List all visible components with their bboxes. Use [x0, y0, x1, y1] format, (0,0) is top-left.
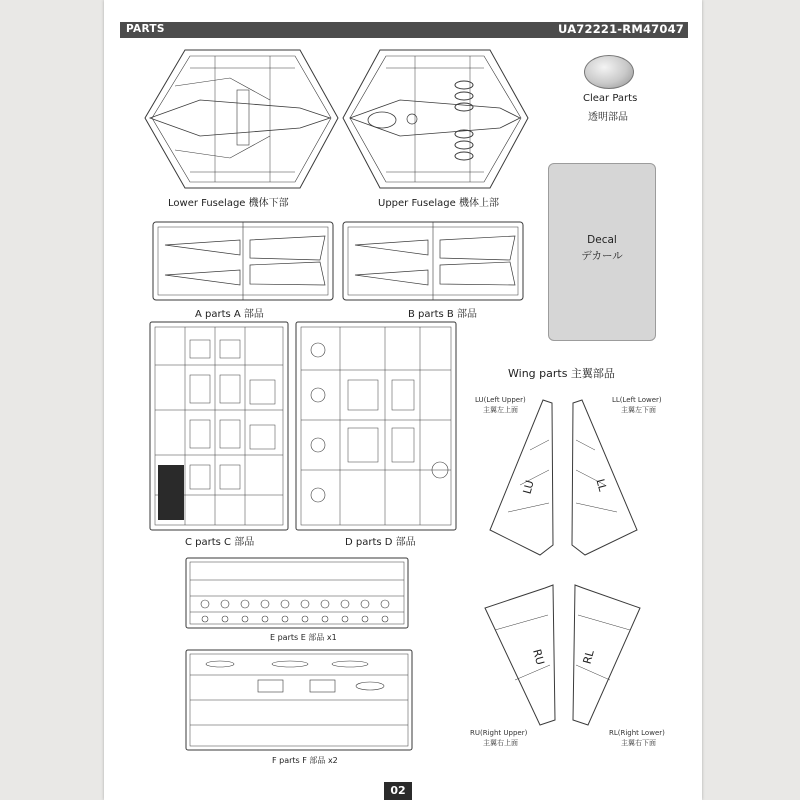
a-parts-sprue — [153, 222, 333, 300]
f-parts-sprue — [186, 650, 412, 750]
d-parts-label: D parts D 部品 — [345, 537, 416, 548]
decal-label-jp: デカール — [581, 250, 623, 262]
d-parts-sprue — [296, 322, 456, 530]
b-parts-label: B parts B 部品 — [408, 309, 477, 320]
wing-ll-mark: LL — [593, 477, 610, 493]
upper-fuselage-sprue — [343, 50, 528, 188]
wing-ru-mark: RU — [530, 647, 547, 667]
wing-lu-jp: 主翼左上面 — [483, 406, 518, 414]
c-parts-sprue — [150, 322, 288, 530]
clear-parts-label: Clear Parts — [583, 93, 638, 104]
e-parts-sprue — [186, 558, 408, 628]
wing-lu-mark: LU — [520, 478, 537, 496]
wing-lu — [490, 400, 553, 555]
wing-ll-label: LL(Left Lower) — [612, 396, 662, 404]
clear-canopy-part — [584, 55, 634, 89]
f-parts-label: F parts F 部品 x2 — [272, 756, 338, 765]
lower-fuselage-sprue — [145, 50, 338, 188]
a-parts-label: A parts A 部品 — [195, 309, 264, 320]
wing-ll-jp: 主翼左下面 — [621, 406, 656, 414]
clear-parts-label-jp: 透明部品 — [588, 112, 628, 123]
wing-rl-label: RL(Right Lower) — [609, 729, 665, 737]
wing-parts-title: Wing parts 主翼部品 — [508, 367, 615, 380]
decal-label: Decal — [587, 234, 617, 246]
wing-ru-jp: 主翼右上面 — [483, 739, 518, 747]
page-number: 02 — [384, 782, 412, 800]
wing-rl-mark: RL — [580, 648, 597, 666]
header-title: PARTS — [126, 23, 165, 35]
lower-fuselage-label: Lower Fuselage 機体下部 — [168, 198, 289, 209]
upper-fuselage-label: Upper Fuselage 機体上部 — [378, 198, 499, 209]
b-parts-sprue — [343, 222, 523, 300]
e-parts-label: E parts E 部品 x1 — [270, 633, 337, 642]
c-parts-label: C parts C 部品 — [185, 537, 255, 548]
header-code: UA72221-RM47047 — [558, 22, 684, 36]
wing-ru-label: RU(Right Upper) — [470, 729, 528, 737]
wing-lu-label: LU(Left Upper) — [475, 396, 526, 404]
wing-rl-jp: 主翼右下面 — [621, 739, 656, 747]
decal-sheet — [548, 163, 656, 341]
